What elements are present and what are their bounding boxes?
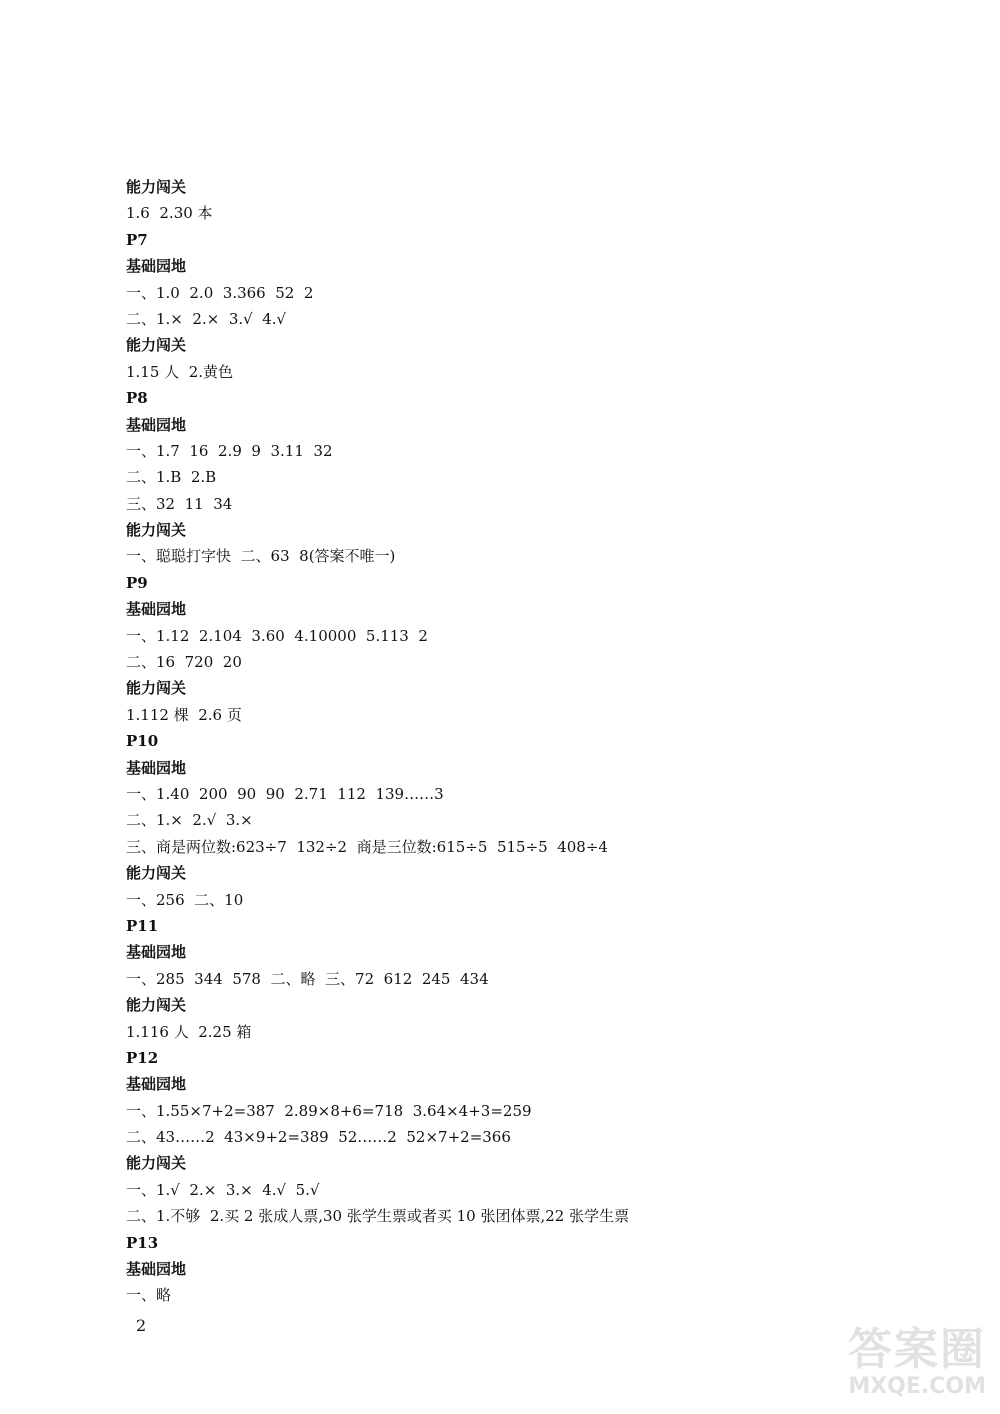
page-label: P7 (126, 230, 148, 249)
answer-line: 1.116 人 2.25 箱 (126, 1022, 252, 1041)
section-heading: 基础园地 (126, 1260, 187, 1279)
answer-line: 二、16 720 20 (126, 653, 242, 672)
answer-line: 一、1.√ 2.× 3.× 4.√ 5.√ (126, 1180, 320, 1199)
answer-line: 三、32 11 34 (126, 494, 233, 513)
answer-line: 一、285 344 578 二、略 三、72 612 245 434 (126, 969, 489, 988)
section-heading: 能力闯关 (126, 864, 187, 883)
answer-line: 1.112 棵 2.6 页 (126, 705, 242, 724)
answer-line: 二、1.× 2.√ 3.× (126, 811, 253, 830)
section-heading: 基础园地 (126, 1075, 187, 1094)
section-heading: 基础园地 (126, 758, 187, 777)
answer-line: 一、1.7 16 2.9 9 3.11 32 (126, 441, 333, 460)
page-label: P12 (126, 1048, 159, 1067)
section-heading: 基础园地 (126, 257, 187, 276)
answer-line: 二、1.不够 2.买 2 张成人票,30 张学生票或者买 10 张团体票,22 张学生票 (126, 1207, 630, 1226)
answer-line: 一、1.12 2.104 3.60 4.10000 5.113 2 (126, 626, 428, 645)
section-heading: 基础园地 (126, 415, 187, 434)
answer-line: 一、聪聪打字快 二、63 8(答案不唯一) (126, 547, 396, 566)
answer-line: 二、1.× 2.× 3.√ 4.√ (126, 309, 287, 328)
answer-content (126, 174, 946, 1309)
answer-line: 1.6 2.30 本 (126, 204, 213, 223)
section-heading: 能力闯关 (126, 521, 187, 540)
watermark-text-top: 答案圈 (848, 1324, 986, 1375)
page-label: P8 (126, 389, 148, 408)
watermark-text-bottom: MXQE.COM (848, 1374, 986, 1399)
answer-line: 一、略 (126, 1286, 172, 1305)
answer-line: 一、1.0 2.0 3.366 52 2 (126, 283, 314, 302)
section-heading: 能力闯关 (126, 996, 187, 1015)
section-heading: 基础园地 (126, 600, 187, 619)
answer-line: 二、1.B 2.B (126, 468, 217, 487)
page-label: P13 (126, 1233, 159, 1252)
answer-line: 1.15 人 2.黄色 (126, 362, 234, 381)
page-label: P9 (126, 573, 148, 592)
answer-line: 一、1.55×7+2=387 2.89×8+6=718 3.64×4+3=259 (126, 1101, 532, 1120)
section-heading: 能力闯关 (126, 1154, 187, 1173)
answer-line: 二、43……2 43×9+2=389 52……2 52×7+2=366 (126, 1128, 511, 1147)
answer-line: 三、商是两位数:623÷7 132÷2 商是三位数:615÷5 515÷5 408÷4 (126, 837, 608, 856)
section-heading: 能力闯关 (126, 178, 187, 196)
section-heading: 能力闯关 (126, 336, 187, 355)
answer-line: 一、1.40 200 90 90 2.71 112 139……3 (126, 784, 444, 803)
page-label: P11 (126, 916, 159, 935)
watermark-logo (826, 1326, 986, 1406)
page-label: P10 (126, 732, 159, 751)
answer-line: 一、256 二、10 (126, 890, 244, 909)
section-heading: 能力闯关 (126, 679, 187, 698)
page-number: 2 (136, 1316, 147, 1335)
section-heading: 基础园地 (126, 943, 187, 962)
